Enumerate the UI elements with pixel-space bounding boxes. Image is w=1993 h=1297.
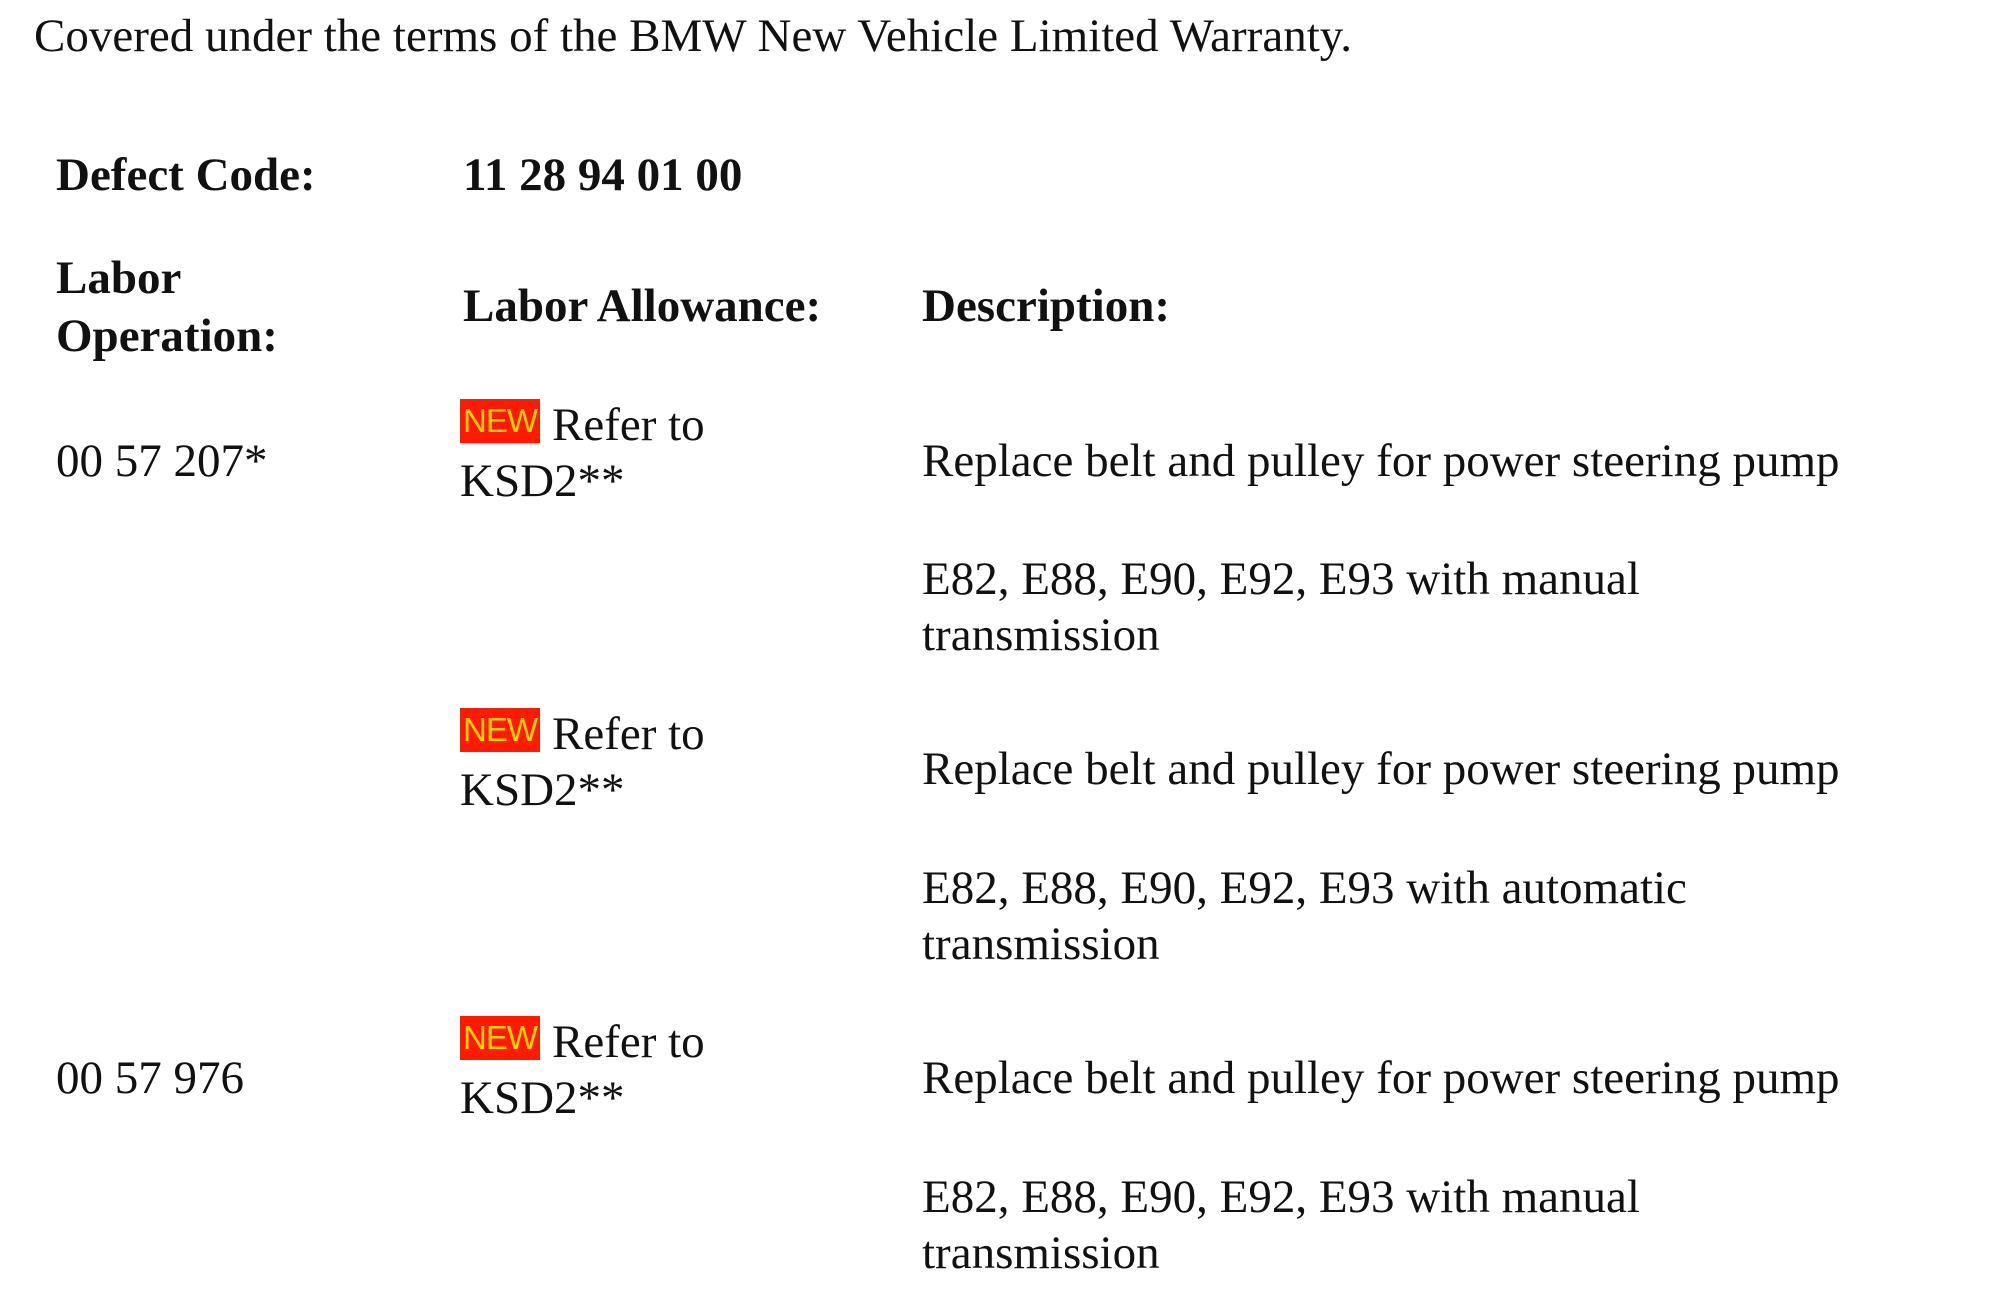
description-line2: E82, E88, E90, E92, E93 with manual (922, 553, 1640, 605)
description-line3: transmission (922, 1227, 1160, 1279)
description-line3: transmission (922, 609, 1160, 661)
description-line2: E82, E88, E90, E92, E93 with manual (922, 1171, 1640, 1223)
description-line1: Replace belt and pulley for power steering pump (922, 743, 1840, 795)
allowance-text-line2: KSD2** (460, 1072, 625, 1124)
allowance-text-line1: Refer to (552, 708, 705, 760)
labor-allowance-cell (460, 1014, 860, 1126)
description-cell (922, 1050, 1982, 1106)
description-models-cell (922, 551, 1982, 663)
description-line1: Replace belt and pulley for power steering pump (922, 435, 1840, 487)
new-badge: NEW (460, 708, 540, 752)
new-badge: NEW (460, 1016, 540, 1060)
allowance-text-line2: KSD2** (460, 455, 625, 507)
labor-allowance-header: Labor Allowance: (463, 280, 822, 332)
labor-operation-cell: 00 57 976 (56, 1052, 244, 1104)
labor-operation-cell: 00 57 207* (56, 435, 268, 487)
description-header: Description: (922, 280, 1171, 332)
allowance-text-line2: KSD2** (460, 764, 625, 816)
description-models-cell (922, 860, 1982, 972)
labor-operation-header (56, 249, 356, 365)
allowance-text-line1: Refer to (552, 399, 705, 451)
description-cell (922, 433, 1982, 489)
allowance-line (460, 706, 860, 762)
description-line2: E82, E88, E90, E92, E93 with automatic (922, 862, 1687, 914)
allowance-text-line1: Refer to (552, 1016, 705, 1068)
defect-code-value: 11 28 94 01 00 (463, 149, 743, 201)
defect-code-label: Defect Code: (56, 149, 316, 201)
labor-allowance-cell (460, 706, 860, 818)
warranty-coverage-text: Covered under the terms of the BMW New Vehicle Limited Warranty. (34, 10, 1352, 62)
labor-operation-header-line2: Operation: (56, 310, 278, 362)
labor-operation-header-line1: Labor (56, 252, 182, 304)
labor-allowance-cell (460, 397, 860, 509)
new-badge: NEW (460, 399, 540, 443)
allowance-line (460, 397, 860, 453)
description-line3: transmission (922, 918, 1160, 970)
allowance-line (460, 1014, 860, 1070)
description-models-cell (922, 1169, 1982, 1281)
description-cell (922, 741, 1982, 797)
description-line1: Replace belt and pulley for power steering pump (922, 1052, 1840, 1104)
